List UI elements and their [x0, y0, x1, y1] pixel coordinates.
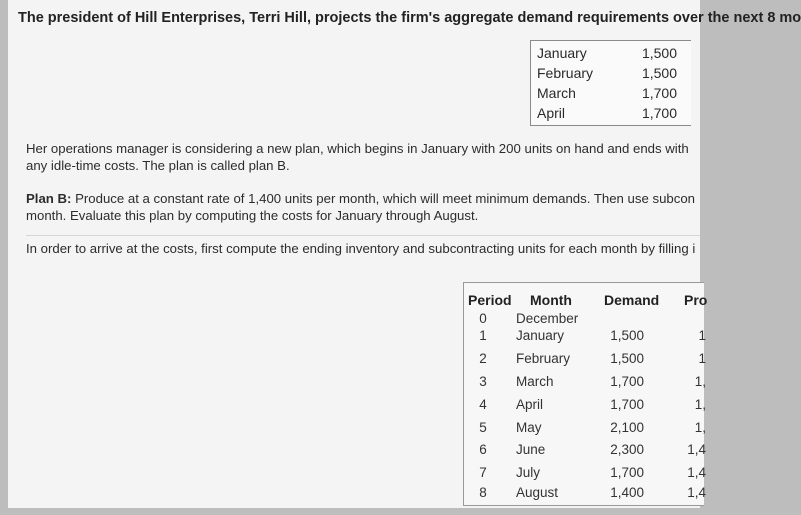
- month-cell: June: [516, 442, 546, 457]
- demand-cell: 2,300: [610, 442, 644, 457]
- production-cell: 1,: [694, 397, 706, 412]
- period-cell: 0: [479, 311, 487, 326]
- forecast-month: April: [537, 105, 566, 121]
- demand-cell: 1,500: [610, 351, 644, 366]
- period-cell: 8: [479, 485, 487, 500]
- plan-b-line: [26, 190, 695, 207]
- month-cell: January: [516, 328, 565, 343]
- period-cell: 5: [479, 420, 487, 435]
- period-cell: 3: [479, 374, 487, 389]
- intro-paragraph: [26, 140, 689, 174]
- plan-b-table: [463, 282, 708, 506]
- production-cell: 1,4: [687, 442, 706, 457]
- plan-b-label: Plan B:: [26, 191, 72, 206]
- demand-cell: 1,700: [610, 374, 644, 389]
- production-cell: 1,4: [687, 485, 706, 500]
- forecast-value: 1,700: [641, 105, 677, 121]
- demand-cell: 1,700: [610, 465, 644, 480]
- period-header: Period: [468, 292, 512, 308]
- plan-b-paragraph: [26, 190, 695, 224]
- demand-cell: 2,100: [610, 420, 644, 435]
- month-cell: July: [516, 465, 541, 480]
- forecast-row: [531, 83, 691, 103]
- instruction-text: In order to arrive at the costs, first compute the ending inventory and subcontracting units for each month by filling i: [26, 241, 696, 256]
- forecast-row: [531, 63, 691, 83]
- production-cell: 1,: [694, 420, 706, 435]
- period-cell: 4: [479, 397, 487, 412]
- demand-forecast-table: [530, 40, 691, 126]
- forecast-month: February: [537, 65, 594, 81]
- month-cell: April: [516, 397, 544, 412]
- intro-line: Her operations manager is considering a new plan, which begins in January with 200 units on hand and ends with: [26, 141, 689, 156]
- production-cell: 1: [698, 351, 706, 366]
- divider: [26, 235, 700, 236]
- period-cell: 6: [479, 442, 487, 457]
- month-cell: February: [516, 351, 571, 366]
- demand-header: Demand: [604, 292, 660, 308]
- period-cell: 7: [479, 465, 487, 480]
- forecast-row: [531, 103, 691, 123]
- forecast-value: 1,700: [641, 85, 677, 101]
- problem-headline: The president of Hill Enterprises, Terri Hill, projects the firm's aggregate demand requirements over the next 8 mo: [18, 10, 801, 26]
- demand-cell: 1,500: [610, 328, 644, 343]
- month-cell: May: [516, 420, 542, 435]
- production-cell: 1: [698, 328, 706, 343]
- production-cell: 1,: [694, 374, 706, 389]
- forecast-value: 1,500: [641, 45, 677, 61]
- production-cell: 1,4: [687, 465, 706, 480]
- month-cell: December: [516, 311, 579, 326]
- production-header: Pro: [684, 292, 708, 308]
- plan-b-line: month. Evaluate this plan by computing the costs for January through August.: [26, 208, 479, 223]
- forecast-row: [531, 43, 691, 63]
- period-cell: 2: [479, 351, 487, 366]
- intro-line: any idle-time costs. The plan is called plan B.: [26, 158, 290, 173]
- plan-b-text: Produce at a constant rate of 1,400 units per month, which will meet minimum demands. Then use subcon: [71, 191, 695, 206]
- month-header: Month: [530, 292, 572, 308]
- month-cell: March: [516, 374, 554, 389]
- document-page: [8, 0, 801, 508]
- forecast-month: January: [537, 45, 587, 61]
- forecast-value: 1,500: [641, 65, 677, 81]
- month-cell: August: [516, 485, 559, 500]
- demand-cell: 1,700: [610, 397, 644, 412]
- period-cell: 1: [479, 328, 487, 343]
- demand-cell: 1,400: [610, 485, 644, 500]
- forecast-month: March: [537, 85, 576, 101]
